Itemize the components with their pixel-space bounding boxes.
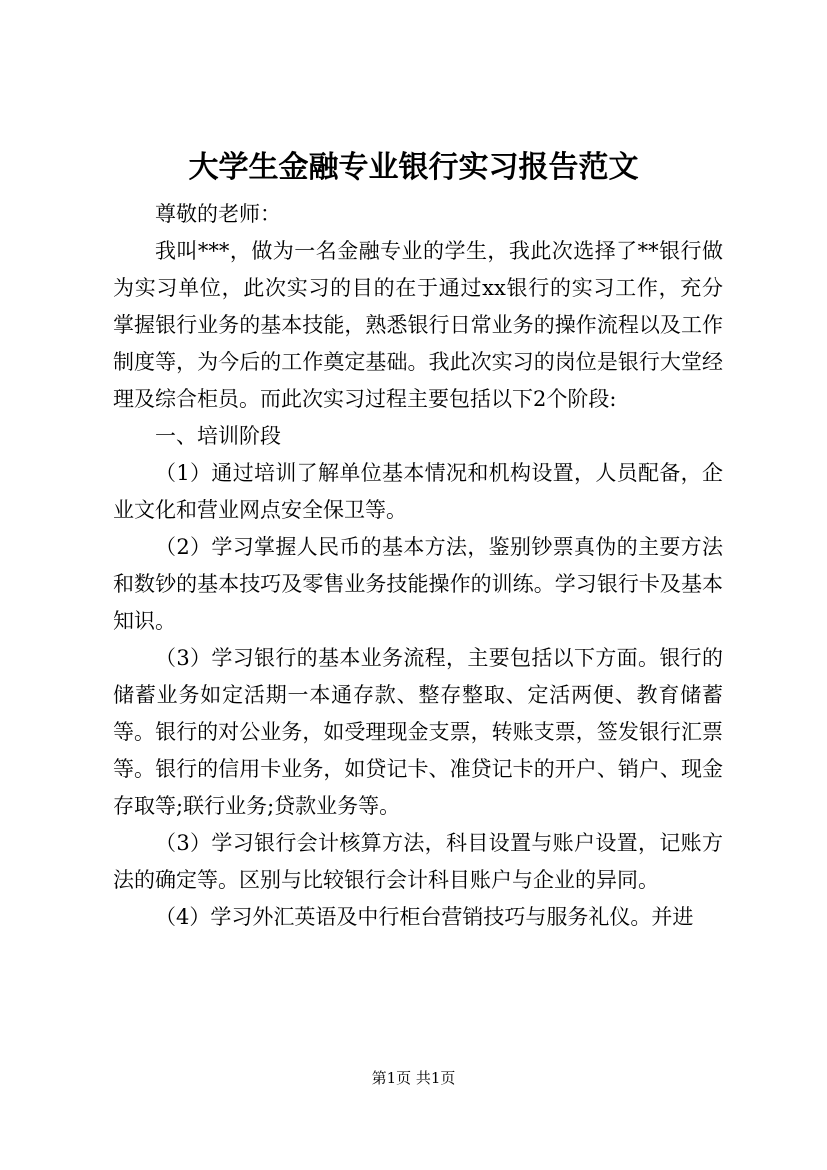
document-title: 大学生金融专业银行实习报告范文 <box>188 150 639 185</box>
salutation-paragraph: 尊敬的老师： <box>155 202 281 226</box>
training-item-3: （3）学习银行的基本业务流程，主要包括以下方面。银行的储蓄业务如定活期一本通存款、整存整取、定活两便、教育储蓄等。银行的对公业务，如受理现金支票，转账支票，签发银行汇票等。银行的信用卡业务，如贷记卡、准贷记卡的开户、销户、现金存取等;联行业务;贷款业务等。 <box>113 646 723 818</box>
training-item-1: （1）通过培训了解单位基本情况和机构设置，人员配备，企业文化和营业网点安全保卫等。 <box>113 461 723 522</box>
section-heading-training: 一、培训阶段 <box>155 424 281 448</box>
training-item-3b: （3）学习银行会计核算方法，科目设置与账户设置，记账方法的确定等。区别与比较银行会计科目账户与企业的异同。 <box>113 831 723 892</box>
training-item-4: （4）学习外汇英语及中行柜台营销技巧与服务礼仪。并进 <box>155 905 694 929</box>
page-footer: 第1页 共1页 <box>371 1069 456 1087</box>
training-item-2: （2）学习掌握人民币的基本方法，鉴别钞票真伪的主要方法和数钞的基本技巧及零售业务技能操作的训练。学习银行卡及基本知识。 <box>113 535 723 633</box>
document-body <box>113 196 723 936</box>
intro-paragraph: 我叫***，做为一名金融专业的学生，我此次选择了**银行做为实习单位，此次实习的目的在于通过xx银行的实习工作，充分掌握银行业务的基本技能，熟悉银行日常业务的操作流程以及工作制度等，为今后的工作奠定基础。我此次实习的岗位是银行大堂经理及综合柜员。而此次实习过程主要包括以下2个阶段: <box>113 239 723 411</box>
